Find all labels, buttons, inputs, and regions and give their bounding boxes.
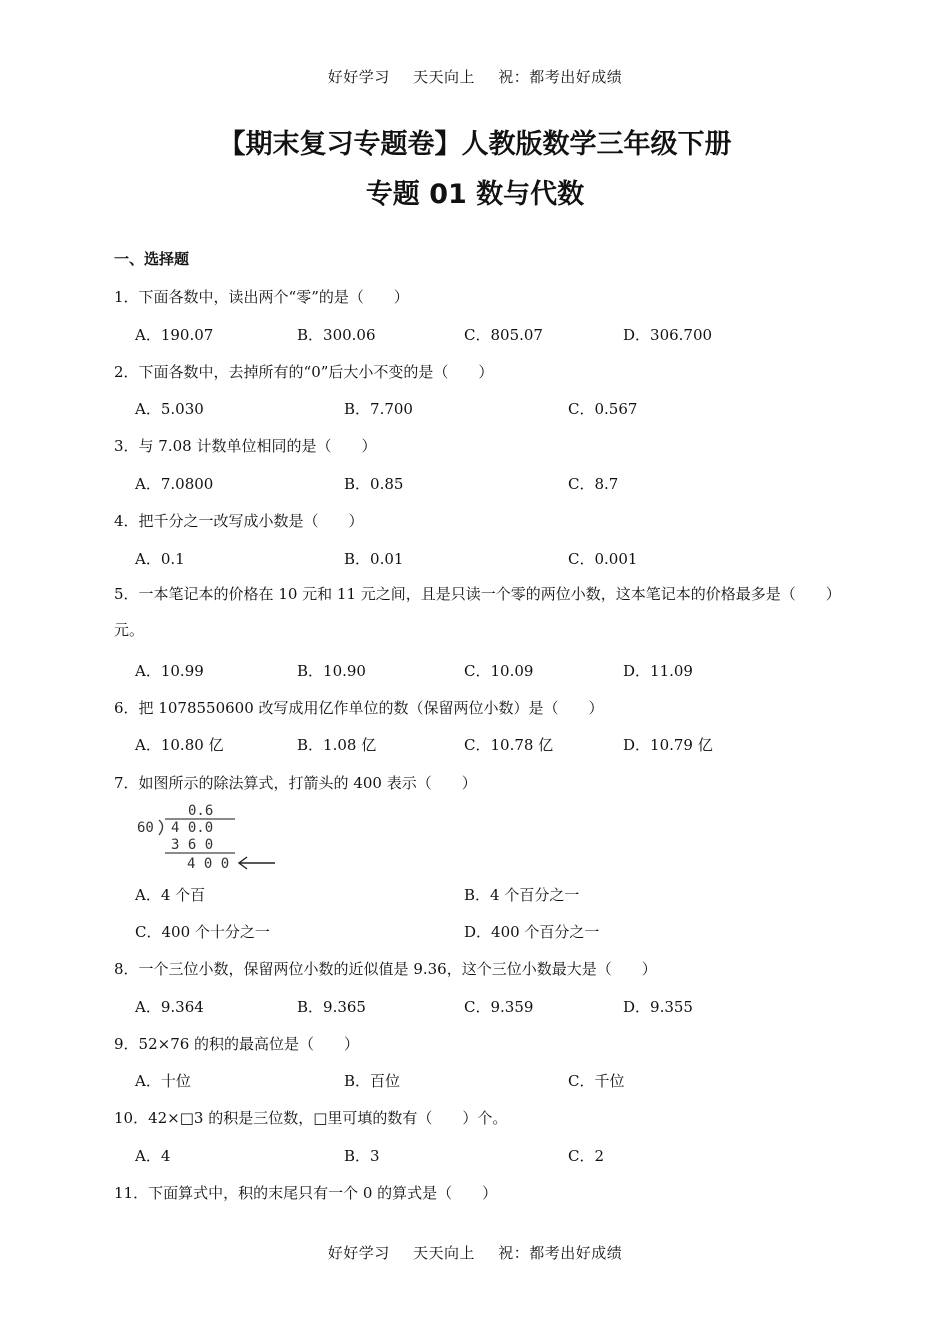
option-d: D．10.79 亿 bbox=[623, 736, 713, 754]
question-4: 4．把千分之一改写成小数是（ ） bbox=[114, 512, 364, 530]
option-c: C．400 个十分之一 bbox=[135, 923, 270, 941]
division-bracket bbox=[159, 820, 163, 835]
question-9: 9．52×76 的积的最高位是（ ） bbox=[114, 1035, 360, 1053]
option-d: D．306.700 bbox=[623, 326, 713, 344]
question-6: 6．把 1078550600 改写成用亿作单位的数（保留两位小数）是（ ） bbox=[114, 699, 604, 717]
option-a: A．十位 bbox=[135, 1072, 191, 1090]
option-a: A．10.80 亿 bbox=[135, 736, 224, 754]
option-b: B．300.06 bbox=[297, 326, 376, 344]
question-7: 7．如图所示的除法算式，打箭头的 400 表示（ ） bbox=[114, 774, 477, 792]
header-item: 天天向上 bbox=[412, 68, 475, 86]
header-item: 好好学习 bbox=[327, 68, 390, 86]
options-10 bbox=[135, 1145, 835, 1165]
option-a: A．4 bbox=[135, 1147, 171, 1165]
option-b: B．0.85 bbox=[344, 475, 404, 493]
division-dividend: 4 0.0 bbox=[171, 820, 214, 836]
footer-item: 祝：都考出好成绩 bbox=[498, 1244, 623, 1262]
option-a: A．10.99 bbox=[135, 662, 204, 680]
division-quotient: 0.6 bbox=[188, 803, 214, 819]
option-b: B．9.365 bbox=[297, 998, 366, 1016]
division-product: 3 6 0 bbox=[171, 837, 214, 853]
footer-item: 天天向上 bbox=[412, 1244, 475, 1262]
option-a: A．0.1 bbox=[135, 550, 185, 568]
options-7-row1 bbox=[135, 884, 835, 904]
options-6 bbox=[135, 734, 835, 754]
page-footer bbox=[0, 1242, 950, 1263]
option-a: A．7.0800 bbox=[135, 475, 214, 493]
option-c: C．10.09 bbox=[464, 662, 534, 680]
footer-item: 好好学习 bbox=[327, 1244, 390, 1262]
options-9 bbox=[135, 1070, 835, 1090]
options-8 bbox=[135, 996, 835, 1016]
option-c: C．10.78 亿 bbox=[464, 736, 554, 754]
option-d: D．9.355 bbox=[623, 998, 693, 1016]
options-1 bbox=[135, 324, 835, 344]
long-division-figure bbox=[135, 800, 280, 872]
option-b: B．百位 bbox=[344, 1072, 401, 1090]
option-b: B．1.08 亿 bbox=[297, 736, 377, 754]
division-divisor: 60 bbox=[137, 820, 154, 836]
options-3 bbox=[135, 473, 835, 493]
page-header bbox=[0, 66, 950, 87]
options-4 bbox=[135, 548, 835, 568]
section-heading: 一、选择题 bbox=[114, 250, 190, 268]
option-a: A．4 个百 bbox=[135, 886, 206, 904]
option-d: D．400 个百分之一 bbox=[464, 923, 600, 941]
option-a: A．5.030 bbox=[135, 400, 204, 418]
page-title: 【期末复习专题卷】人教版数学三年级下册 bbox=[218, 129, 732, 160]
options-7-row2 bbox=[135, 921, 835, 941]
options-5 bbox=[135, 660, 835, 680]
option-d: D．11.09 bbox=[623, 662, 693, 680]
option-c: C．8.7 bbox=[568, 475, 619, 493]
option-c: C．千位 bbox=[568, 1072, 625, 1090]
option-c: C．9.359 bbox=[464, 998, 534, 1016]
division-remainder: 4 0 0 bbox=[187, 856, 230, 872]
option-b: B．3 bbox=[344, 1147, 380, 1165]
option-b: B．10.90 bbox=[297, 662, 366, 680]
options-2 bbox=[135, 398, 835, 418]
option-b: B．4 个百分之一 bbox=[464, 886, 580, 904]
question-8: 8．一个三位小数，保留两位小数的近似值是 9.36，这个三位小数最大是（ ） bbox=[114, 960, 657, 978]
question-1: 1．下面各数中，读出两个“零”的是（ ） bbox=[114, 288, 409, 306]
option-b: B．7.700 bbox=[344, 400, 413, 418]
question-3: 3．与 7.08 计数单位相同的是（ ） bbox=[114, 437, 377, 455]
option-a: A．9.364 bbox=[135, 998, 204, 1016]
question-10: 10．42×□3 的积是三位数，□里可填的数有（ ）个。 bbox=[114, 1109, 508, 1127]
option-a: A．190.07 bbox=[135, 326, 214, 344]
question-5: 5．一本笔记本的价格在 10 元和 11 元之间，且是只读一个零的两位小数，这本笔记本的价格最多是（ ）元。 bbox=[114, 585, 841, 639]
page-subtitle: 专题 01 数与代数 bbox=[365, 179, 585, 210]
option-c: C．0.567 bbox=[568, 400, 638, 418]
header-item: 祝：都考出好成绩 bbox=[498, 68, 623, 86]
option-c: C．805.07 bbox=[464, 326, 543, 344]
option-c: C．0.001 bbox=[568, 550, 638, 568]
option-c: C．2 bbox=[568, 1147, 605, 1165]
question-11: 11．下面算式中，积的末尾只有一个 0 的算式是（ ） bbox=[114, 1184, 498, 1202]
question-2: 2．下面各数中，去掉所有的“0”后大小不变的是（ ） bbox=[114, 363, 494, 381]
option-b: B．0.01 bbox=[344, 550, 404, 568]
